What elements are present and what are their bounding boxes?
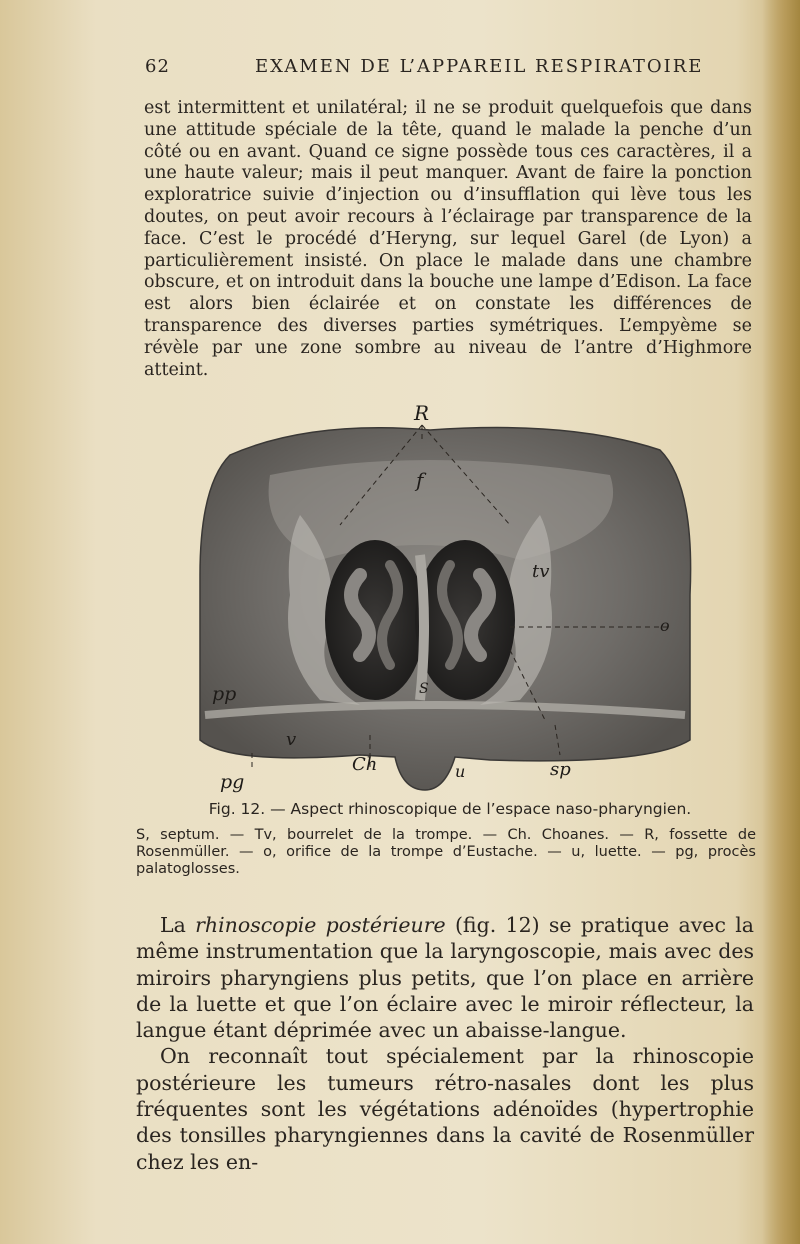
- running-header: [140, 56, 755, 86]
- label-tv: tv: [532, 561, 550, 582]
- figure-12: [190, 395, 700, 795]
- figure-caption-title: Fig. 12. — Aspect rhinoscopique de l’espace naso-pharyngien.: [208, 800, 692, 818]
- figure-caption-legend: S, septum. — Tv, bourrelet de la trompe. — Ch. Choanes. — R, fossette de Rosenmüller. — o, orifice de la trompe d’Eustache. — u, luette. — pg, procès palatoglosses.: [136, 827, 756, 877]
- paragraph-1: est intermittent et unilatéral; il ne se produit quelquefois que dans une attitude spéciale de la tête, quand le malade la penche d’un côté ou en avant. Quand ce signe possède tous ces caractères, il a une haute valeur; mais il peut manquer. Avant de faire la ponction exploratrice suivie d’injection ou d’insufflation qui lève tous les doutes, on peut avoir recours à l’éclairage par transparence de la face. C’est le procédé d’Heryng, sur lequel Garel (de Lyon) a particulièrement insisté. On place le malade dans une chambre obscure, et on introduit dans la bouche une lampe d’Edison. La face est alors bien éclairée et on constate les différences de transparence des diverses parties symétriques. L’empyème se révèle par une zone sombre au niveau de l’antre d’Highmore atteint.: [144, 98, 752, 380]
- label-pg: pg: [220, 771, 245, 793]
- septum: [420, 555, 424, 700]
- label-pp: pp: [212, 683, 237, 705]
- label-o: o: [660, 616, 670, 635]
- label-Ch: Ch: [352, 754, 378, 775]
- label-S: S: [419, 681, 429, 697]
- label-R: R: [414, 401, 430, 425]
- paragraph-2: [136, 912, 754, 1043]
- rhinoscopic-illustration: [190, 395, 700, 795]
- page-edge-shadow: [762, 0, 800, 1244]
- paragraph-2-lead: La: [160, 913, 196, 937]
- paragraph-2-rest: (fig. 12) se pratique avec la même instrumentation que la laryngoscopie, mais avec des miroirs pharyngiens plus petits, que l’on place en arrière de la luette et que l’on éclaire avec le miroir réflecteur, la langue étant déprimée avec un abaisse-langue.: [136, 913, 754, 1043]
- body-text-lower: [136, 912, 754, 1175]
- paragraph-3: On reconnaît tout spécialement par la rhinoscopie postérieure les tumeurs rétro-nasales dont les plus fréquentes sont les végétations adénoïdes (hypertrophie des tonsilles pharyngiennes dans la cavité de Rosenmüller chez les en-: [136, 1044, 754, 1174]
- left-choana: [325, 540, 425, 700]
- label-f: f: [416, 468, 424, 492]
- right-choana: [415, 540, 515, 700]
- label-v: v: [286, 729, 297, 750]
- page-number: 62: [145, 56, 170, 77]
- label-sp: sp: [550, 759, 571, 780]
- label-u: u: [455, 762, 466, 781]
- running-title: EXAMEN DE L’APPAREIL RESPIRATOIRE: [255, 56, 704, 77]
- paragraph-2-term: rhinoscopie postérieure: [195, 913, 446, 937]
